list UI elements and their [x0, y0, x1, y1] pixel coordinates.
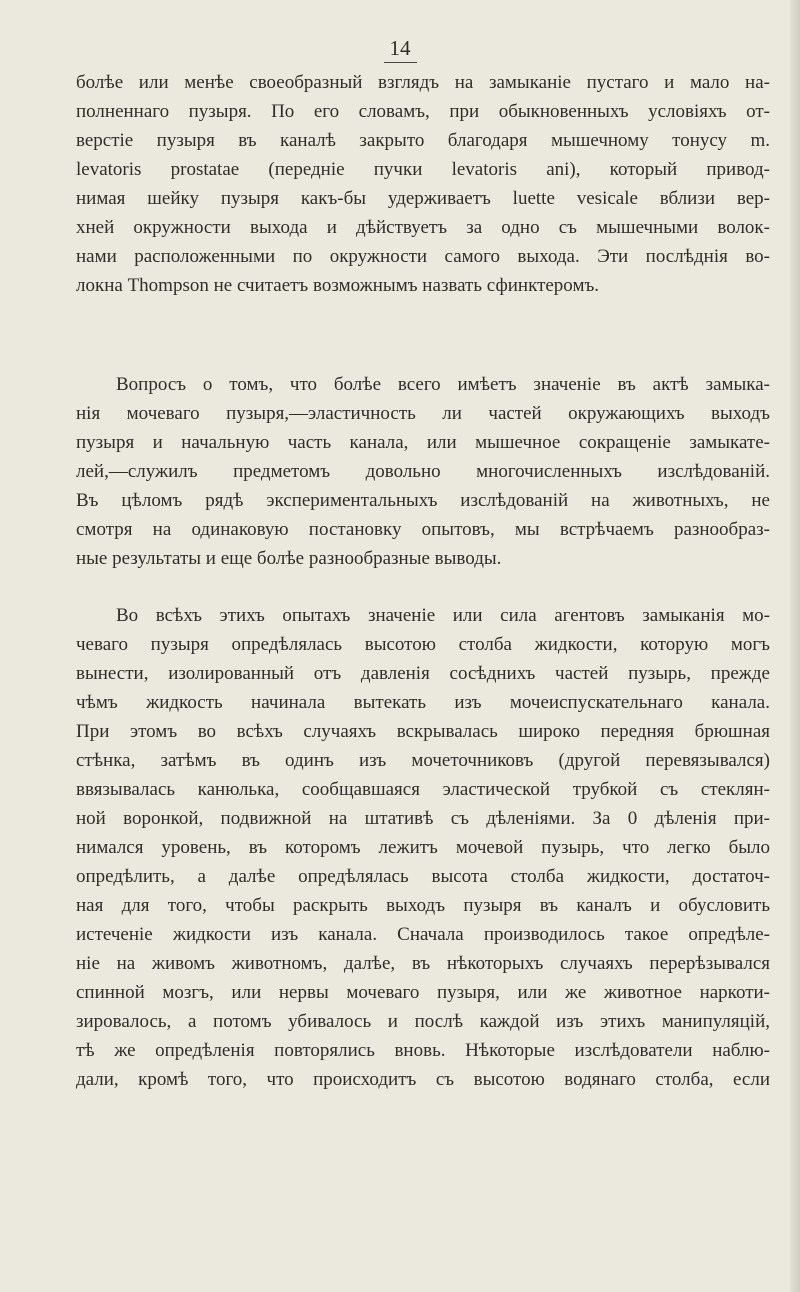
text-line: ная для того, чтобы раскрыть выходъ пузыря въ каналъ и обусловить [76, 895, 770, 916]
page-number-text: 14 [384, 36, 417, 63]
text-line: болѣе или менѣе своеобразный взглядъ на замыканіе пустаго и мало на- [76, 72, 770, 93]
text-line: стѣнка, затѣмъ въ одинъ изъ мочеточниковъ (другой перевязывался) [76, 750, 770, 771]
text-line: хней окружности выхода и дѣйствуетъ за одно съ мышечными волок- [76, 217, 770, 238]
text-line: дали, кромѣ того, что происходитъ съ высотою водянаго столба, если [76, 1069, 770, 1090]
paragraph-2 [76, 370, 770, 573]
text-line: зировалось, а потомъ убивалось и послѣ каждой изъ этихъ манипуляцій, [76, 1011, 770, 1032]
text-line: пузыря и начальную часть канала, или мышечное сокращеніе замыкате- [76, 432, 770, 453]
text-line: ввязывалась канюлька, сообщавшаяся эластической трубкой съ стеклян- [76, 779, 770, 800]
text-line: чеваго пузыря опредѣлялась высотою столба жидкости, которую могъ [76, 634, 770, 655]
page-edge-shadow [790, 0, 800, 1292]
text-line: ные результаты и еще болѣе разнообразные выводы. [76, 548, 502, 569]
text-line: нами расположенными по окружности самого выхода. Эти послѣднія во- [76, 246, 770, 267]
text-line: нимая шейку пузыря какъ-бы удерживаетъ luette vesicale вблизи вер- [76, 188, 770, 209]
text-line: При этомъ во всѣхъ случаяхъ вскрывалась широко передняя брюшная [76, 721, 770, 742]
text-line: Вопросъ о томъ, что болѣе всего имѣетъ значеніе въ актѣ замыка- [116, 374, 770, 395]
paragraph-1 [76, 68, 770, 300]
text-line: истеченіе жидкости изъ канала. Сначала производилось такое опредѣле- [76, 924, 770, 945]
text-line: нія мочеваго пузыря,—эластичность ли частей окружающихъ выходъ [76, 403, 770, 424]
text-line: верстіе пузыря въ каналѣ закрыто благодаря мышечному тонусу m. [76, 130, 770, 151]
text-line: тѣ же опредѣленія повторялись вновь. Нѣкоторые изслѣдователи наблю- [76, 1040, 770, 1061]
text-line: ной воронкой, подвижной на штативѣ съ дѣленіями. За 0 дѣленія при- [76, 808, 770, 829]
text-line: полненнаго пузыря. По его словамъ, при обыкновенныхъ условіяхъ от- [76, 101, 770, 122]
text-line: чѣмъ жидкость начинала вытекать изъ мочеиспускательнаго канала. [76, 692, 770, 713]
page-number [0, 36, 800, 63]
text-line: вынести, изолированный отъ давленія сосѣднихъ частей пузырь, прежде [76, 663, 770, 684]
text-line: опредѣлить, а далѣе опредѣлялась высота столба жидкости, достаточ- [76, 866, 770, 887]
text-line: лей,—служилъ предметомъ довольно многочисленныхъ изслѣдованій. [76, 461, 770, 482]
text-line: levatoris prostatae (передніе пучки levatoris ani), который привод- [76, 159, 770, 180]
text-line: ніе на живомъ животномъ, далѣе, въ нѣкоторыхъ случаяхъ перерѣзывался [76, 953, 770, 974]
text-line: смотря на одинаковую постановку опытовъ, мы встрѣчаемъ разнообраз- [76, 519, 770, 540]
text-line: Во всѣхъ этихъ опытахъ значеніе или сила агентовъ замыканія мо- [116, 605, 770, 626]
text-line: локна Thompson не считаетъ возможнымъ назвать сфинктеромъ. [76, 275, 600, 296]
paragraph-3 [76, 601, 770, 1094]
text-line: нимался уровень, въ которомъ лежитъ мочевой пузырь, что легко было [76, 837, 770, 858]
text-line: Въ цѣломъ рядѣ экспериментальныхъ изслѣдованій на животныхъ, не [76, 490, 770, 511]
text-line: спинной мозгъ, или нервы мочеваго пузыря, или же животное наркоти- [76, 982, 770, 1003]
